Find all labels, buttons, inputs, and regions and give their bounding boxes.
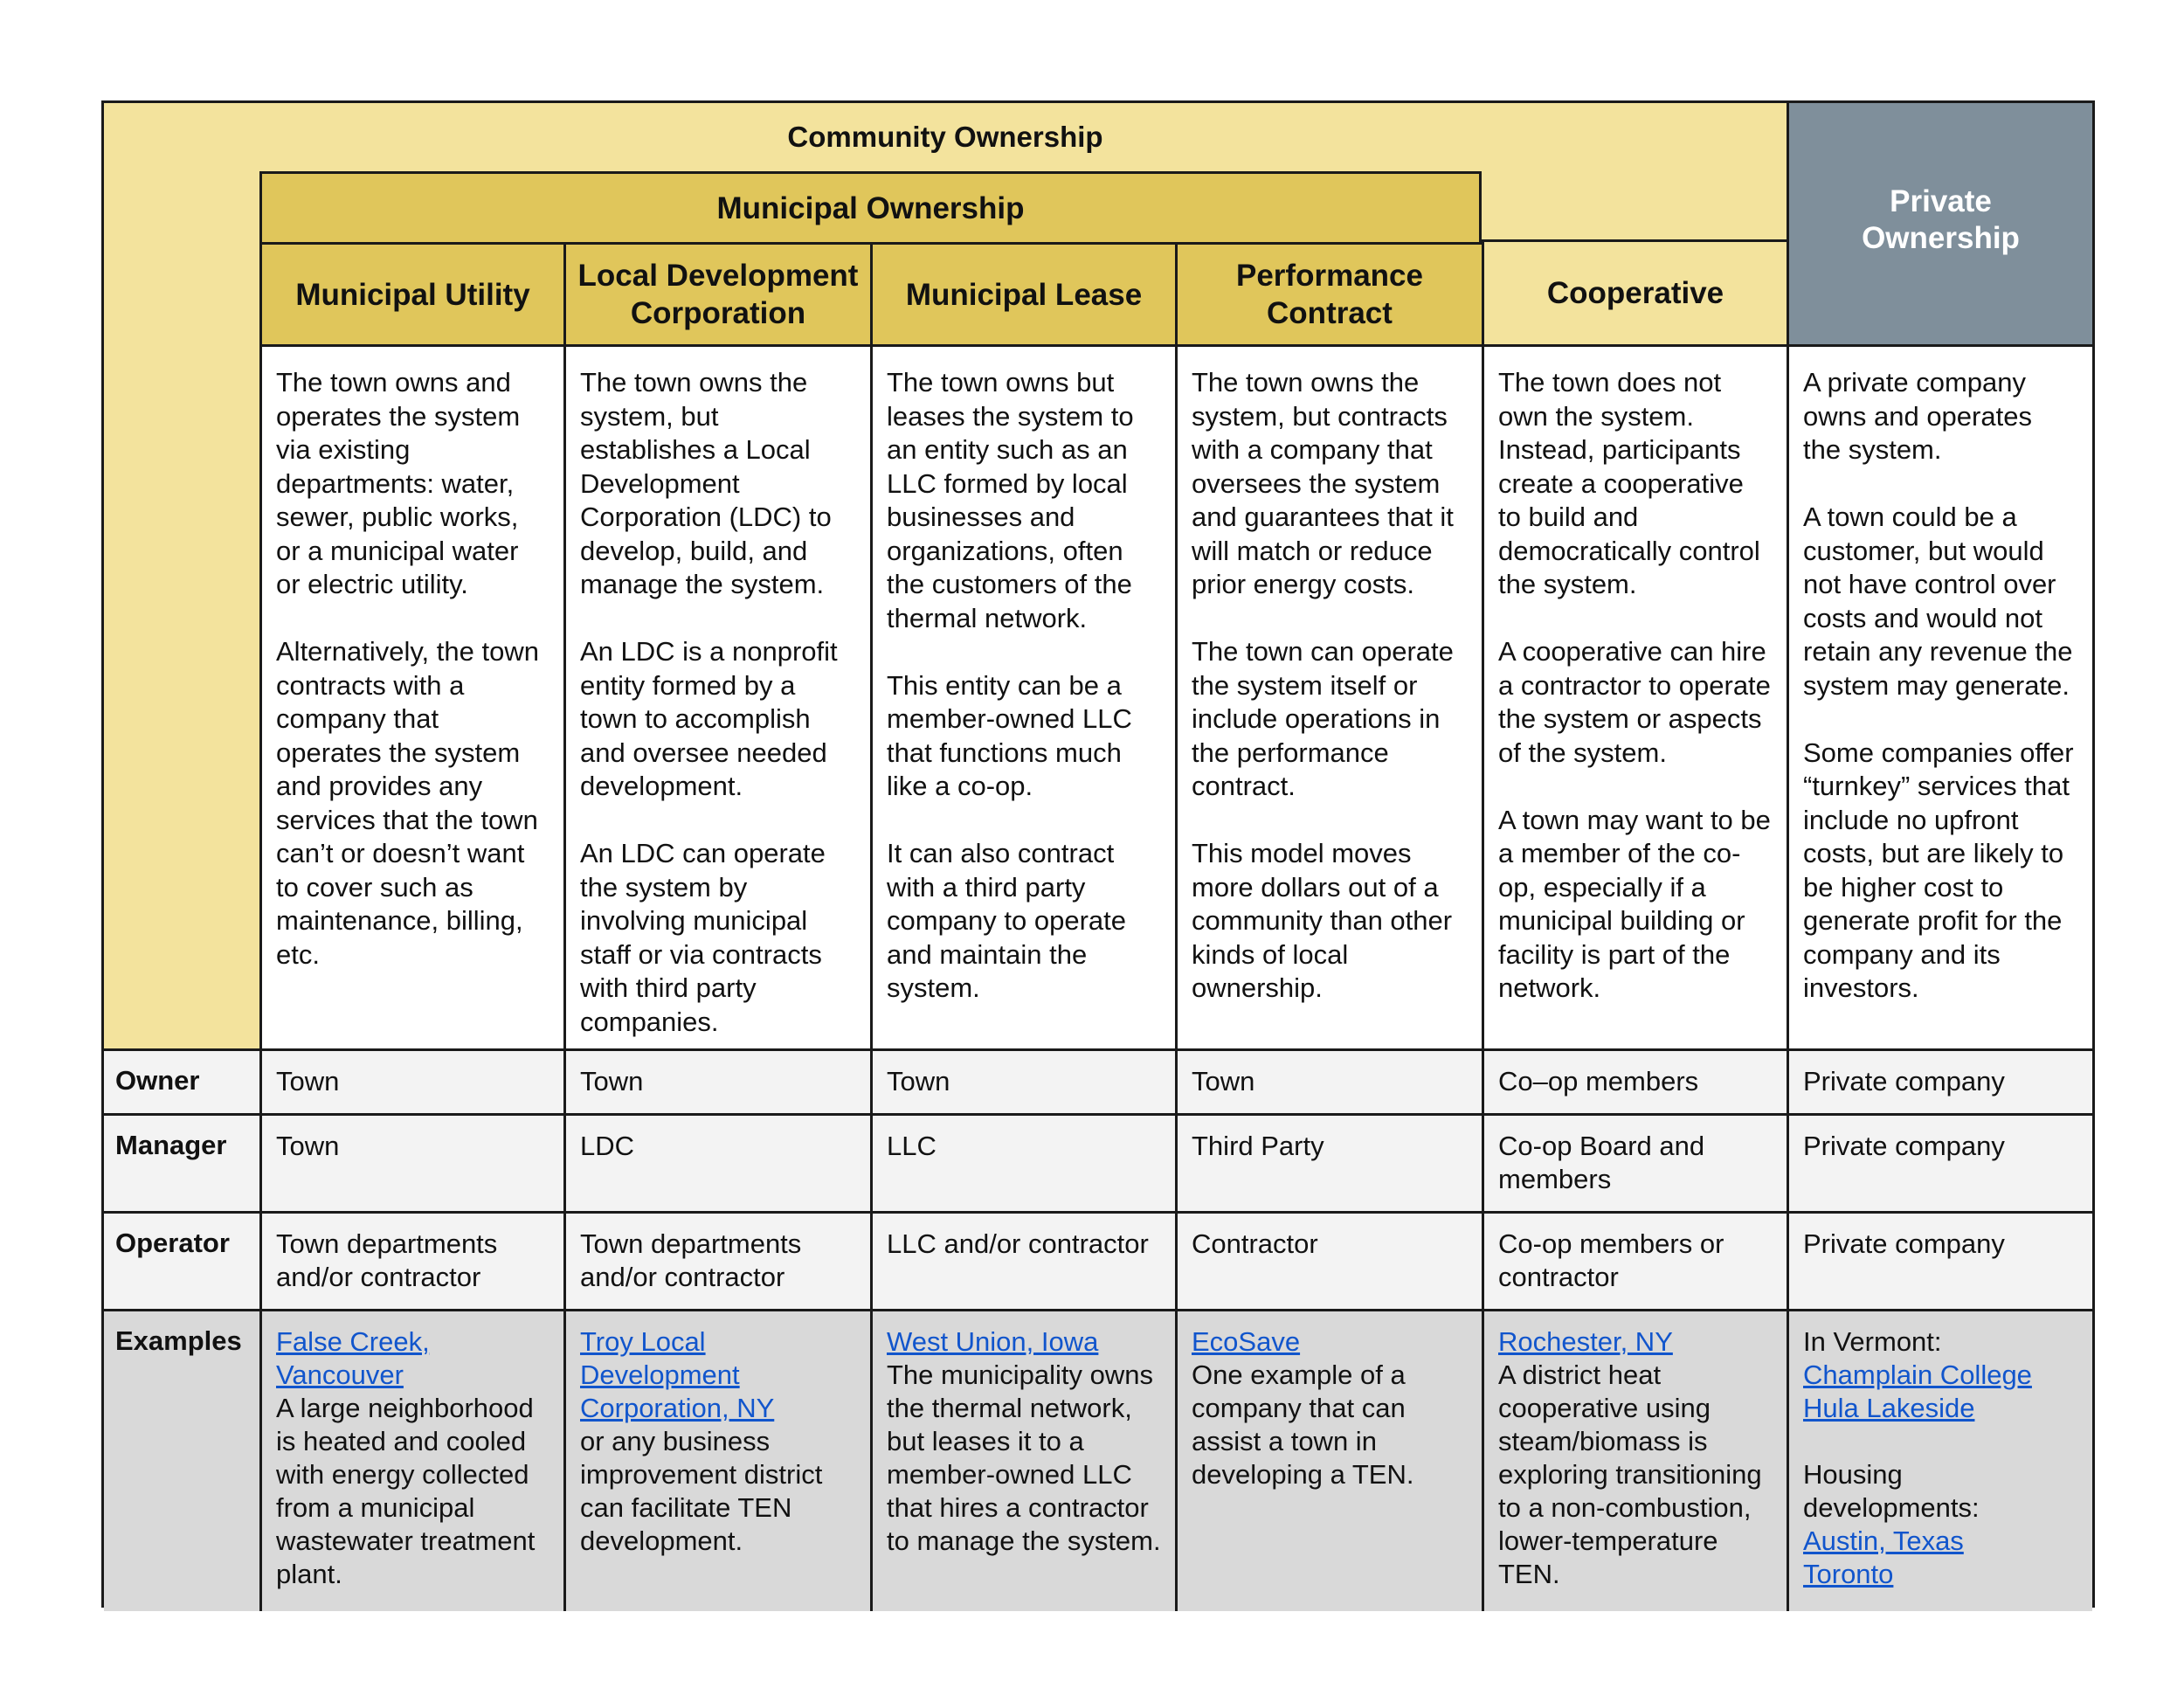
description-local-development-corporation [563, 344, 870, 1048]
cooperative-header-spacer [1482, 171, 1787, 242]
description-paragraph: The town owns but leases the system to an entity such as an LLC formed by local businesses and organizations, often the customers of the thermal network. [887, 367, 1134, 633]
operator-municipal-lease: LLC and/or contractor [870, 1211, 1175, 1309]
example-local-development-corporation [563, 1309, 870, 1611]
column-header-municipal-utility [259, 242, 563, 344]
description-municipal-lease [870, 344, 1175, 1048]
example-link-rochester[interactable]: Rochester, NY [1498, 1326, 1673, 1357]
ownership-models-table [101, 100, 2095, 1608]
operator-private-ownership: Private company [1787, 1211, 2092, 1309]
manager-municipal-utility: Town [259, 1113, 563, 1211]
private-ownership-title-line1: Private [1890, 184, 1992, 218]
description-paragraph: The town does not own the system. Instead, participants create a cooperative to build and democratically control the system. [1498, 367, 1760, 599]
column-header-text: Local Development [577, 259, 859, 293]
description-paragraph: The town can operate the system itself or include operations in the performance contract. [1192, 636, 1454, 801]
operator-municipal-utility: Town departments and/or contractor [259, 1211, 563, 1309]
manager-private-ownership: Private company [1787, 1113, 2092, 1211]
example-link-hula-lakeside[interactable]: Hula Lakeside [1803, 1393, 1975, 1423]
row-label-examples: Examples [104, 1309, 259, 1611]
column-header-performance-contract [1175, 242, 1482, 344]
owner-private-ownership: Private company [1787, 1048, 2092, 1113]
row-label-manager: Manager [104, 1113, 259, 1211]
example-link-west-union[interactable]: West Union, Iowa [887, 1326, 1099, 1357]
example-link-troy-ldc[interactable]: Troy Local Development Corporation, NY [580, 1326, 775, 1423]
description-municipal-utility [259, 344, 563, 1048]
manager-cooperative: Co-op Board and members [1482, 1113, 1787, 1211]
example-private-ownership [1787, 1309, 2092, 1611]
owner-municipal-utility: Town [259, 1048, 563, 1113]
example-text: One example of a company that can assist a town in developing a TEN. [1192, 1359, 1414, 1490]
description-performance-contract [1175, 344, 1482, 1048]
description-paragraph: Alternatively, the town contracts with a company that operates the system and provides any services that the town can’t or doesn’t want to cover such as maintenance, billing, etc. [276, 636, 539, 970]
example-text: or any business improvement district can facilitate TEN development. [580, 1426, 823, 1556]
example-performance-contract [1175, 1309, 1482, 1611]
community-ownership-title: Community Ownership [787, 121, 1103, 153]
example-link-champlain-college[interactable]: Champlain College [1803, 1359, 2032, 1390]
description-paragraph: An LDC is a nonprofit entity formed by a town to accomplish and oversee needed development. [580, 636, 838, 801]
column-header-text: Performance [1236, 259, 1423, 293]
column-header-text: Municipal Lease [905, 277, 1143, 312]
owner-municipal-lease: Town [870, 1048, 1175, 1113]
description-paragraph: This model moves more dollars out of a community than other kinds of local ownership. [1192, 838, 1453, 1003]
example-link-ecosave[interactable]: EcoSave [1192, 1326, 1301, 1357]
column-header-cooperative [1482, 242, 1787, 344]
example-municipal-lease [870, 1309, 1175, 1611]
paragraph-gap [1803, 1425, 2082, 1458]
manager-local-development-corporation: LDC [563, 1113, 870, 1211]
description-paragraph: A cooperative can hire a contractor to operate the system or aspects of the system. [1498, 636, 1771, 768]
owner-local-development-corporation: Town [563, 1048, 870, 1113]
column-header-text: Municipal Utility [295, 277, 530, 312]
example-intro-vermont: In Vermont: [1803, 1326, 1942, 1357]
private-ownership-title-line2: Ownership [1862, 221, 2020, 255]
example-text: A district heat cooperative using steam/biomass is exploring transitioning to a non-combustion, lower-temperature TEN. [1498, 1359, 1762, 1589]
operator-local-development-corporation: Town departments and/or contractor [563, 1211, 870, 1309]
manager-performance-contract: Third Party [1175, 1113, 1482, 1211]
description-paragraph: A town could be a customer, but would not have control over costs and would not retain any revenue the system may generate. [1803, 502, 2073, 701]
manager-municipal-lease: LLC [870, 1113, 1175, 1211]
description-paragraph: The town owns and operates the system via existing departments: water, sewer, public works, or a municipal water or electric utility. [276, 367, 521, 599]
column-header-municipal-lease [870, 242, 1175, 344]
example-text: A large neighborhood is heated and cooled with energy collected from a municipal wastewater treatment plant. [276, 1393, 536, 1589]
description-cooperative [1482, 344, 1787, 1048]
example-link-austin-texas[interactable]: Austin, Texas [1803, 1525, 1964, 1556]
description-paragraph: A private company owns and operates the system. [1803, 367, 2032, 465]
column-header-local-development-corporation [563, 242, 870, 344]
municipal-ownership-title: Municipal Ownership [259, 171, 1482, 242]
row-label-owner: Owner [104, 1048, 259, 1113]
row-label-operator: Operator [104, 1211, 259, 1309]
example-text: The municipality owns the thermal network, but leases it to a member-owned LLC that hires a contractor to manage the system. [887, 1359, 1161, 1556]
description-paragraph: An LDC can operate the system by involving municipal staff or via contracts with third party companies. [580, 838, 826, 1037]
column-header-text: Cooperative [1546, 276, 1724, 310]
description-private-ownership [1787, 344, 2092, 1048]
column-header-text: Contract [1267, 296, 1393, 330]
example-intro-housing: Housing developments: [1803, 1459, 1980, 1523]
example-municipal-utility [259, 1309, 563, 1611]
private-ownership-header [1787, 103, 2092, 344]
description-paragraph: The town owns the system, but establishes a Local Development Corporation (LDC) to develop, build, and manage the system. [580, 367, 832, 599]
column-header-text: Corporation [630, 296, 806, 330]
description-paragraph: A town may want to be a member of the co-op, especially if a municipal building or facility is part of the network. [1498, 804, 1771, 1003]
description-paragraph: Some companies offer “turnkey” services that include no upfront costs, but are likely to be higher cost to generate profit for the company and its investors. [1803, 737, 2074, 1003]
example-link-toronto[interactable]: Toronto [1803, 1559, 1894, 1589]
description-paragraph: The town owns the system, but contracts with a company that oversees the system and guarantees that it will match or reduce prior energy costs. [1192, 367, 1454, 599]
example-link-false-creek[interactable]: False Creek, Vancouver [276, 1326, 430, 1390]
owner-performance-contract: Town [1175, 1048, 1482, 1113]
owner-cooperative: Co–op members [1482, 1048, 1787, 1113]
operator-cooperative: Co-op members or contractor [1482, 1211, 1787, 1309]
operator-performance-contract: Contractor [1175, 1211, 1482, 1309]
description-paragraph: It can also contract with a third party company to operate and maintain the system. [887, 838, 1127, 1003]
example-cooperative [1482, 1309, 1787, 1611]
description-paragraph: This entity can be a member-owned LLC that functions much like a co-op. [887, 669, 1132, 801]
